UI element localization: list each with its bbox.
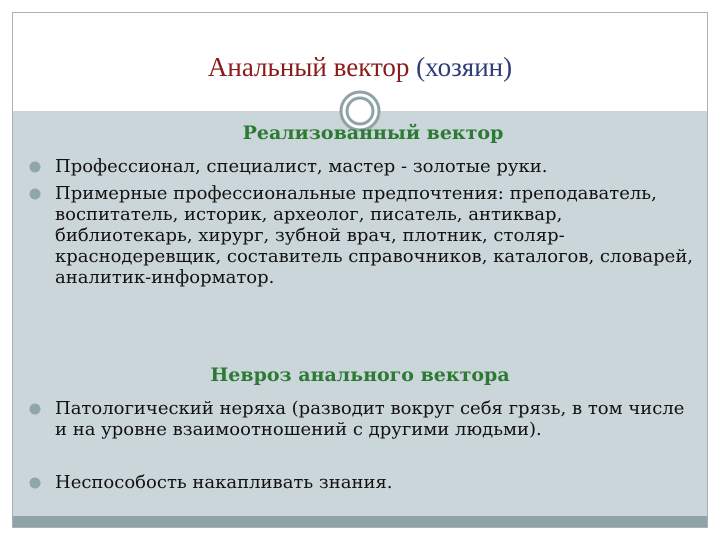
bullet-icon — [28, 398, 44, 419]
list-item — [55, 156, 695, 177]
list-item-text: Профессионал, специалист, мастер - золотые руки. — [55, 156, 548, 177]
bullet-icon — [28, 183, 44, 204]
list-item-text: Примерные профессиональные предпочтения: преподаватель, воспитатель, историк, археолог, писатель, антиквар, библиотекарь, хирург, зубной врач, плотник, столяр-краснодеревщик, составитель справочников, каталогов, словарей, аналитик-информатор. — [55, 183, 694, 288]
list-item-text: Патологический неряха (разводит вокруг себя грязь, в том числе и на уровне взаимоотношений с другими людьми). — [55, 398, 685, 440]
list-item — [55, 472, 695, 493]
list-item — [55, 183, 695, 288]
slide-title — [13, 51, 707, 83]
bullet-icon — [28, 472, 44, 493]
list-item — [55, 398, 695, 440]
section-heading-realized: Реализованный вектор — [242, 122, 504, 144]
section-heading-neurosis: Невроз анального вектора — [210, 364, 510, 386]
slide-title-paren: (хозяин) — [416, 52, 513, 82]
bottom-band — [13, 516, 707, 527]
slide-title-main: Анальный вектор — [207, 52, 410, 82]
slide-frame — [12, 12, 708, 528]
list-item-text: Неспособость накапливать знания. — [55, 472, 393, 493]
bullet-icon — [28, 156, 44, 177]
